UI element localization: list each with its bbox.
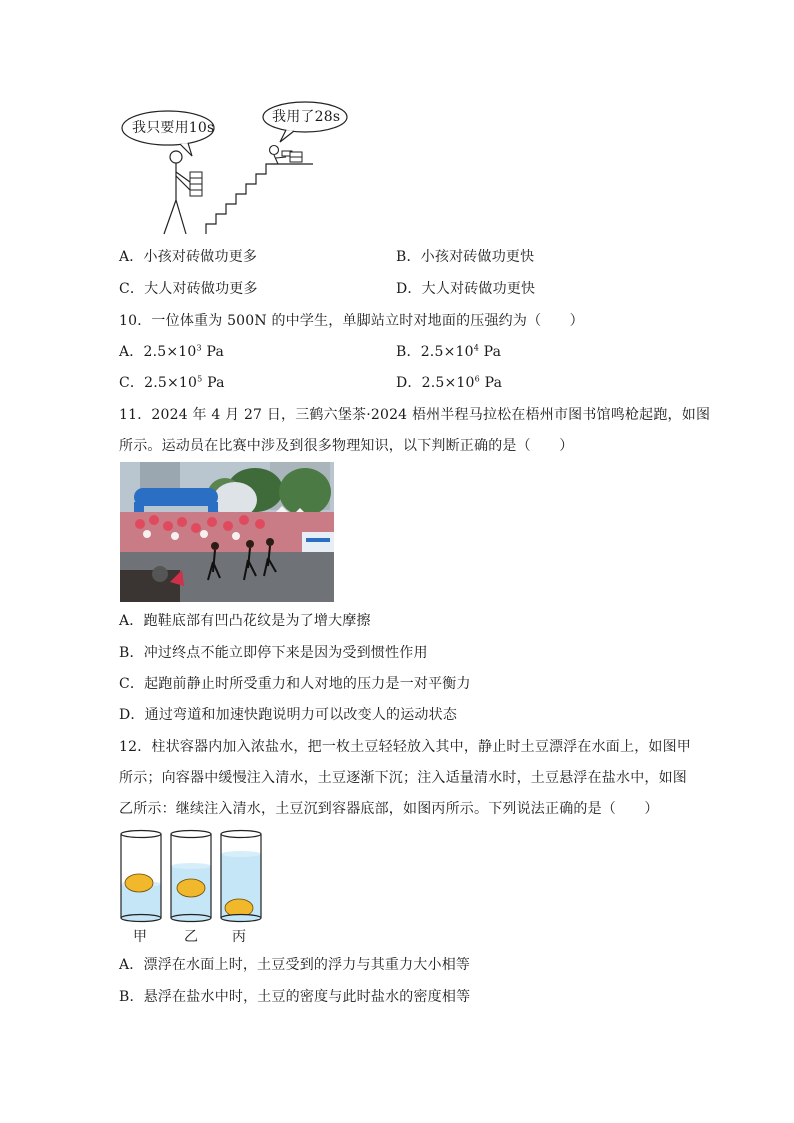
q10-option-a [119, 342, 224, 362]
q10-b-base: 2.5×10 [420, 344, 474, 360]
q10-c-prefix: C． [119, 375, 145, 391]
q11-option-d: D．通过弯道和加速快跑说明力可以改变人的运动状态 [119, 707, 458, 723]
q9-option-a: A．小孩对砖做功更多 [119, 249, 258, 265]
q10-a-exp: 3 [196, 343, 202, 353]
q10-d-exp: 6 [474, 374, 480, 384]
q10-c-exp: 5 [197, 374, 203, 384]
q10-d-base: 2.5×10 [421, 375, 475, 391]
container-yi [171, 831, 211, 922]
q11-stem-line1: 11．2024 年 4 月 27 日，三鹤六堡茶·2024 梧州半程马拉松在梧州市图书馆鸣枪起跑，如图 [119, 407, 711, 423]
container-label-yi: 乙 [184, 929, 199, 945]
q10-b-prefix: B． [396, 344, 421, 360]
q10-d-unit: Pa [479, 375, 503, 391]
q10-b-exp: 4 [473, 343, 480, 353]
container-jia [121, 831, 161, 922]
q10-a-unit: Pa [201, 344, 225, 360]
q10-c-base: 2.5×10 [144, 375, 198, 391]
q12-stem-line3: 乙所示：继续注入清水，土豆沉到容器底部，如图丙所示。下列说法正确的是（ ） [119, 801, 659, 817]
container-label-bing: 丙 [232, 929, 247, 945]
q11-option-a: A．跑鞋底部有凹凸花纹是为了增大摩擦 [119, 613, 371, 629]
container-bing [221, 831, 261, 922]
q9-option-b: B．小孩对砖做功更快 [396, 249, 535, 265]
q9-option-d: D．大人对砖做功更快 [396, 281, 536, 297]
containers-figure [118, 828, 268, 928]
q10-option-d [396, 373, 502, 393]
q11-option-c: C．起跑前静止时所受重力和人对地的压力是一对平衡力 [119, 676, 471, 692]
q12-stem-line1: 12．柱状容器内加入浓盐水，把一枚土豆轻轻放入其中，静止时土豆漂浮在水面上，如图甲 [119, 739, 692, 755]
q11-option-b: B．冲过终点不能立即停下来是因为受到惯性作用 [119, 645, 428, 661]
staircase [206, 164, 313, 234]
q10-a-prefix: A． [119, 344, 144, 360]
q10-option-c [119, 373, 225, 393]
q12-option-b: B．悬浮在盐水中时，土豆的密度与此时盐水的密度相等 [119, 989, 471, 1005]
q10-option-b [396, 342, 501, 362]
q10-b-unit: Pa [479, 344, 502, 360]
q9-option-c: C．大人对砖做功更多 [119, 281, 258, 297]
marathon-photo [120, 462, 334, 602]
q12-option-a: A．漂浮在水面上时，土豆受到的浮力与其重力大小相等 [119, 957, 471, 973]
potato-yi [177, 879, 205, 897]
q12-stem-line2: 所示；向容器中缓慢注入清水，土豆逐渐下沉；注入适量清水时，土豆悬浮在盐水中，如图 [119, 770, 687, 786]
adult-bubble-text: 我只要用10s [132, 120, 215, 136]
q10-c-unit: Pa [202, 375, 225, 391]
q11-stem-line2: 所示。运动员在比赛中涉及到很多物理知识，以下判断正确的是（ ） [119, 438, 574, 454]
child-bubble-text: 我用了28s [272, 109, 341, 125]
q10-a-base: 2.5×10 [143, 344, 197, 360]
adult-head [170, 151, 182, 163]
adult-bricks [190, 172, 202, 196]
potato-jia [125, 874, 153, 892]
q10-stem: 10．一位体重为 500N 的中学生，单脚站立时对地面的压强约为（ ） [119, 313, 584, 329]
container-label-jia: 甲 [133, 929, 148, 945]
child-head [270, 146, 279, 155]
child-bricks [282, 151, 302, 162]
q10-d-prefix: D． [396, 375, 422, 391]
